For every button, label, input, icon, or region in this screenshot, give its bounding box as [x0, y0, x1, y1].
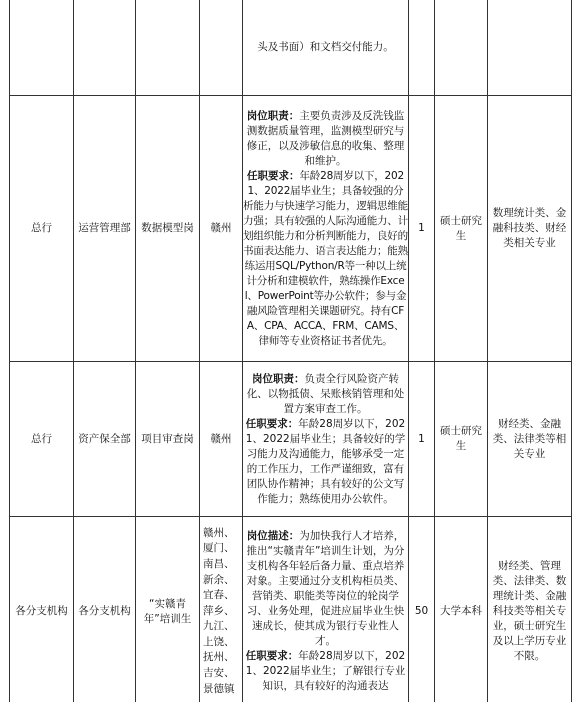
requirement-paragraph — [243, 649, 408, 694]
location-item: 新余、 — [203, 573, 235, 586]
major-cell: 数理统计类、金融科技类、财经类相关专业 — [488, 96, 572, 362]
department-level-cell — [10, 0, 74, 96]
location-item: 南昌、 — [203, 557, 235, 570]
requirement-text: 年龄28周岁以下，2021、2022届毕业生；具备较强的分析能力与快速学习能力，逻辑思维能力强；具有较强的人际沟通能力、计划组织能力和分析判断能力，良好的书面表达能力、语言表达能力；能熟练运用SQL/Python/R等一种以上统计分析和建模软件，熟练操作Excel、PowerPoint等办公软件；参与金融风险管理相关课题研究。持有CFA、CPA、ACCA、FRM、CAMS、律师等专业资格证书者优先。 — [243, 169, 408, 347]
requirement-paragraph — [243, 169, 408, 349]
location-cell — [200, 517, 243, 702]
description-cell — [243, 362, 409, 517]
department-level-cell: 总行 — [10, 362, 74, 517]
location-cell: 赣州 — [200, 362, 243, 517]
description-cell — [243, 0, 409, 96]
duty-text: 为加快我行人才培养，推出“实赣青年”培训生计划，为分支机构各年轻后备力量、重点培养对象。主要通过分支机构柜员类、营销类、职能类等岗位的轮岗学习、业务处理，促进应届毕业生快速成长，使其成为银行专业性人才。 — [246, 530, 405, 647]
location-item: 赣州、 — [203, 526, 235, 539]
department-cell: 资产保全部 — [74, 362, 136, 517]
table-row — [10, 0, 572, 96]
duty-text: 负责全行风险资产转化、以物抵债、呆账核销管理和处置方案审查工作。 — [246, 372, 405, 415]
education-cell — [435, 0, 488, 96]
position-cell: 数据模型岗 — [136, 96, 200, 362]
location-item: 景德镇 — [203, 682, 235, 695]
table-row — [10, 517, 572, 702]
requirement-label: 任职要求： — [245, 650, 299, 662]
requirement-text: 年龄28周岁以下，2021、2022届毕业生；具备较好的学习能力及沟通能力，能够承受一定的工作压力，工作严谨细致，富有团队协作精神；具有较好的公文写作能力；熟练使用办公软件。 — [245, 417, 406, 505]
location-item: 厦门、 — [203, 542, 235, 555]
location-item: 萍乡、 — [203, 604, 235, 617]
department-cell: 运营管理部 — [74, 96, 136, 362]
table-row — [10, 362, 572, 517]
description-text: 头及书面）和文档交付能力。 — [257, 40, 394, 53]
education-cell: 硕士研究生 — [435, 96, 488, 362]
education-cell: 硕士研究生 — [435, 362, 488, 517]
count-cell — [409, 0, 435, 96]
duty-label: 岗位职责： — [252, 372, 305, 385]
major-cell: 财经类、管理类、法律类、数理统计类、金融科技类等相关专业，硕士研究生及以上学历专业不限。 — [488, 517, 572, 702]
description-cell — [243, 517, 409, 702]
location-item: 上饶、 — [203, 635, 235, 648]
position-cell — [136, 0, 200, 96]
count-cell: 1 — [409, 96, 435, 362]
position-cell: “实赣青年”培训生 — [136, 517, 200, 702]
location-item: 抚州、 — [203, 651, 235, 664]
requirement-label: 任职要求： — [246, 169, 300, 182]
table-row — [10, 96, 572, 362]
position-cell: 项目审查岗 — [136, 362, 200, 517]
duty-label: 岗位描述： — [246, 530, 300, 542]
location-item: 吉安、 — [203, 667, 235, 680]
major-cell — [488, 0, 572, 96]
count-cell: 50 — [409, 517, 435, 702]
department-level-cell: 总行 — [10, 96, 74, 362]
duty-label: 岗位职责： — [246, 109, 300, 122]
count-cell: 1 — [409, 362, 435, 517]
job-table — [9, 0, 572, 702]
location-cell: 赣州 — [200, 96, 243, 362]
duty-text: 主要负责涉及反洗钱监测数据质量管理，监测模型研究与修正，以及涉敏信息的收集、整理和维护。 — [246, 109, 405, 167]
duty-paragraph — [243, 529, 408, 649]
duty-paragraph — [243, 109, 408, 169]
department-cell: 各分支机构 — [74, 517, 136, 702]
education-cell: 大学本科 — [435, 517, 488, 702]
duty-paragraph — [243, 372, 408, 417]
location-item: 宜春、 — [203, 589, 235, 602]
requirement-label: 任职要求： — [245, 417, 299, 430]
description-cell — [243, 96, 409, 362]
major-cell: 财经类、金融类、法律类等相关专业 — [488, 362, 572, 517]
department-level-cell: 各分支机构 — [10, 517, 74, 702]
requirement-paragraph — [243, 417, 408, 507]
requirement-text: 年龄28周岁以下，2021、2022届毕业生；了解银行专业知识，具有较好的沟通表达 — [245, 650, 406, 692]
location-cell — [200, 0, 243, 96]
department-cell — [74, 0, 136, 96]
location-item: 九江、 — [203, 620, 235, 633]
